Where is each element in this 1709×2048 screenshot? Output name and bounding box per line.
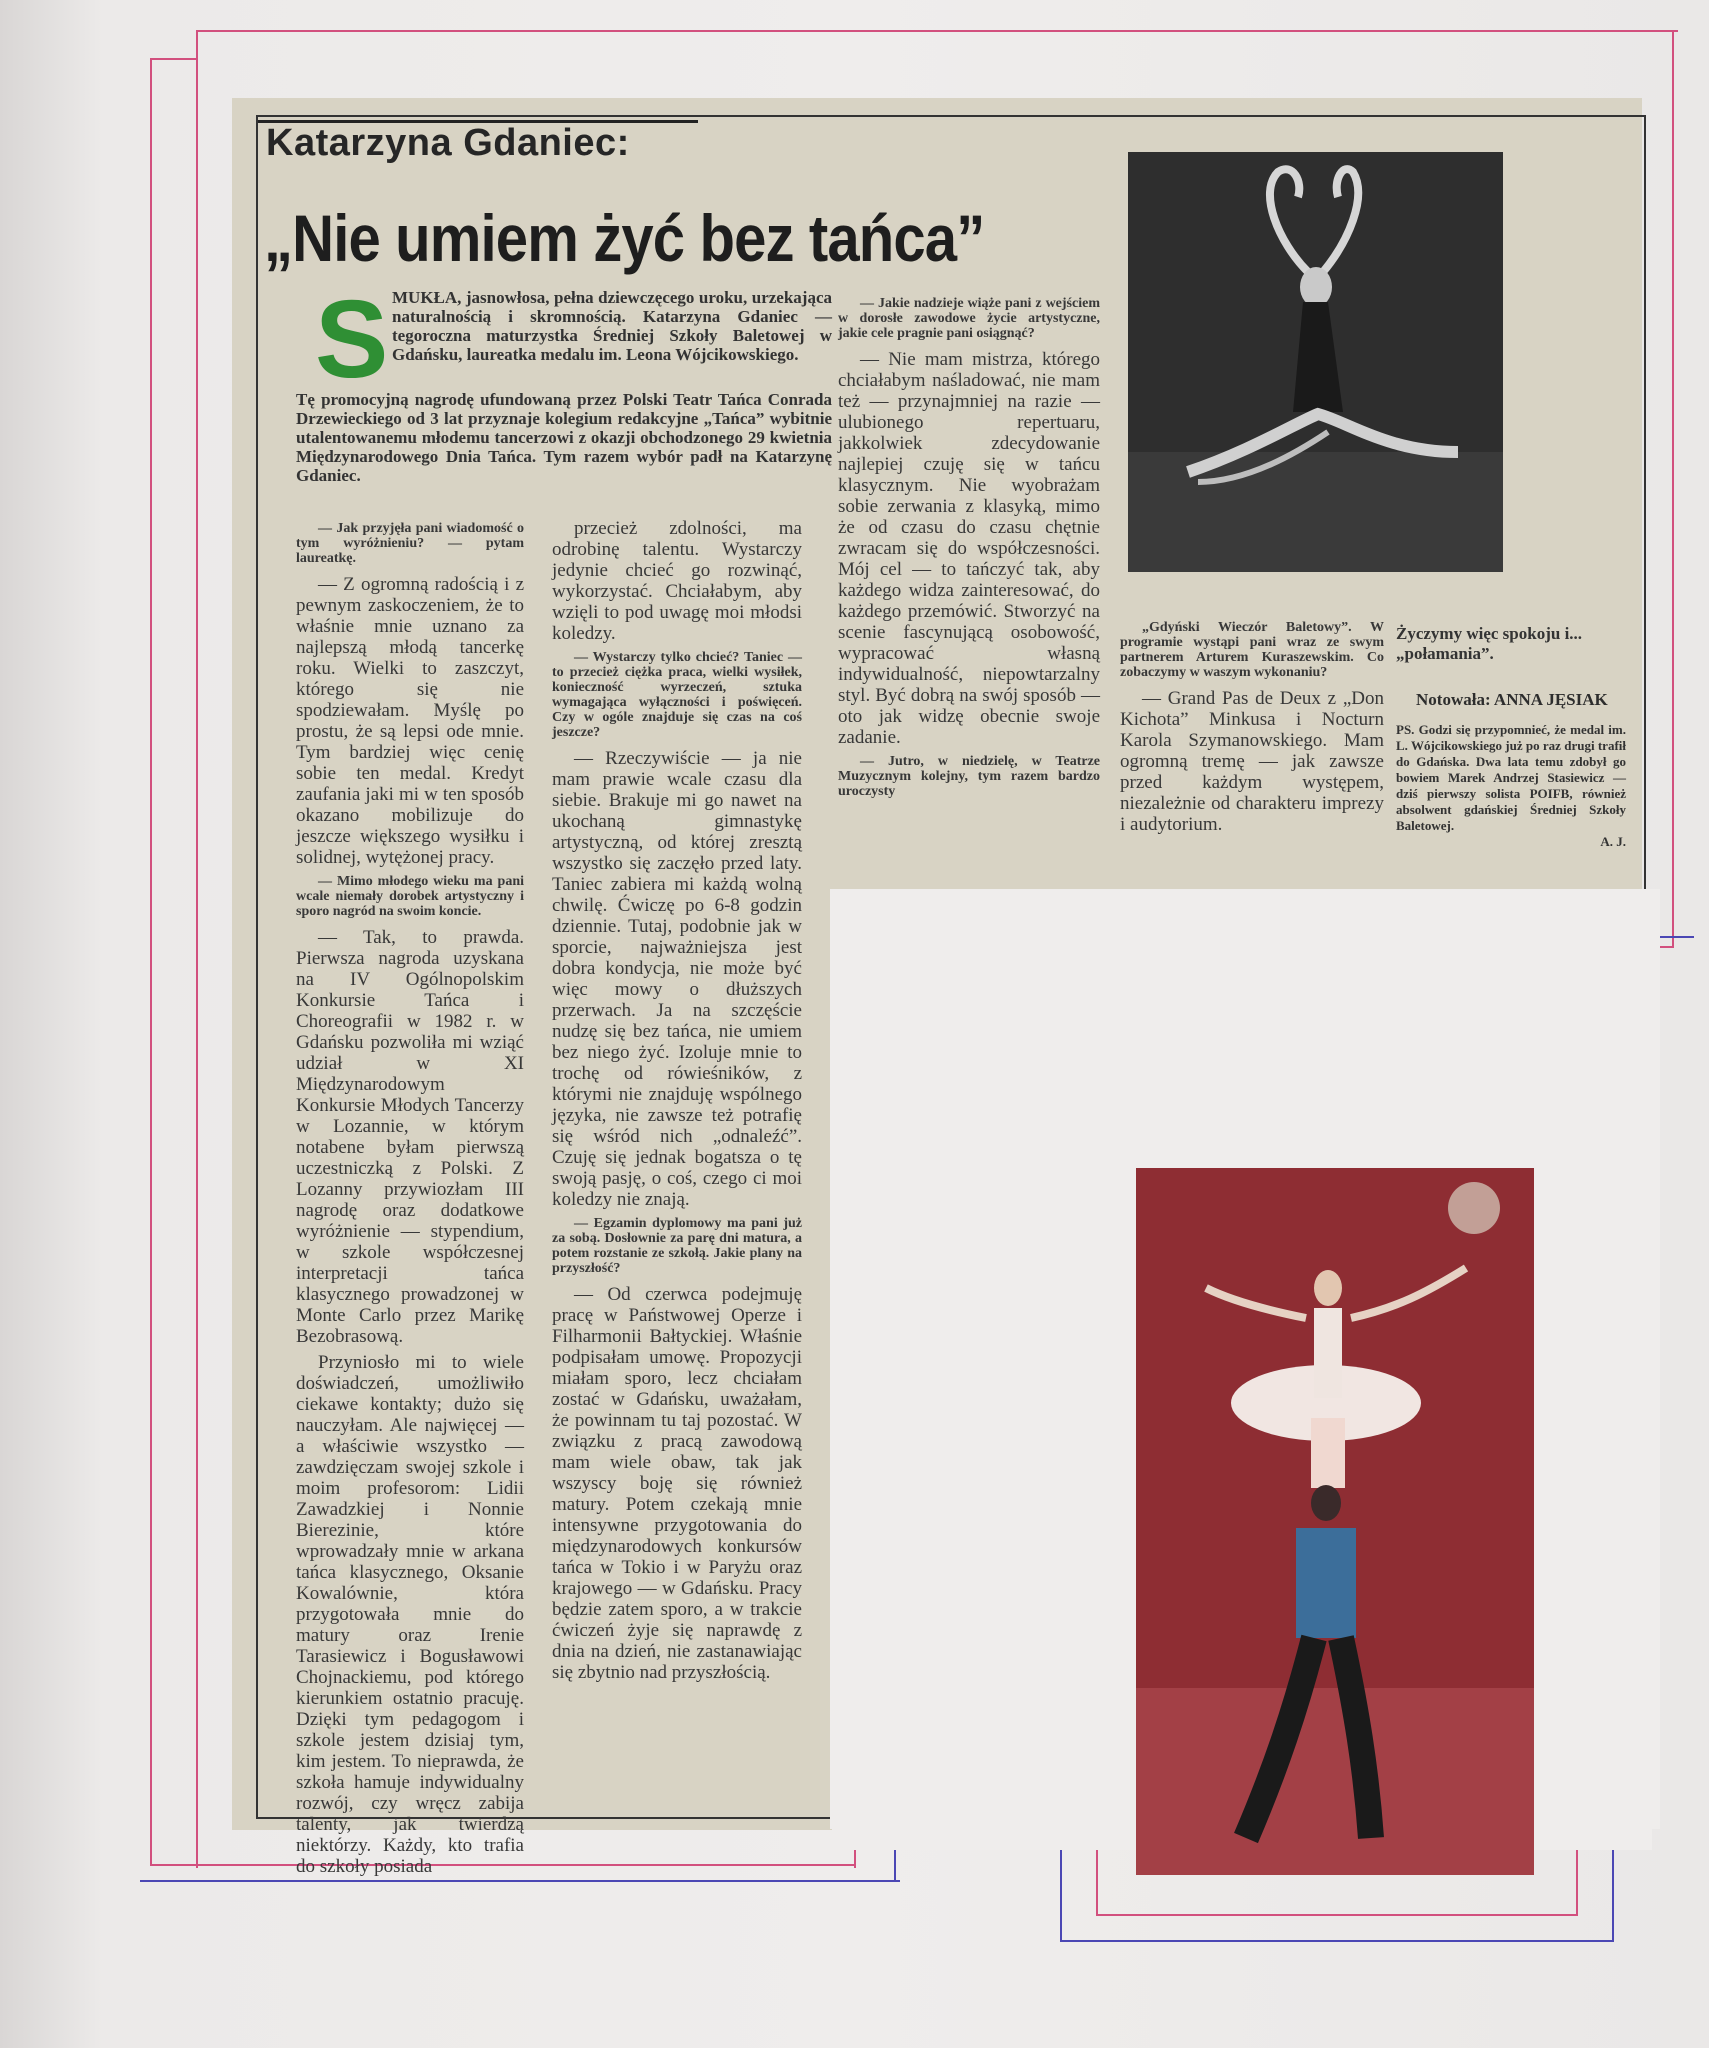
postscript [1396,722,1626,850]
article-column-4 [1120,614,1384,876]
article-column-3 [838,290,1100,878]
article-byline: Notowała: ANNA JĘSIAK [1416,690,1608,709]
blue-ink-line-bottom [140,1880,900,1882]
red-ink-frame-top-left [150,58,198,60]
closing-wish: Życzymy więc spokoju i... „połamania”. [1396,624,1583,663]
article-lead-continued: Tę promocyjną nagrodę ufundowaną przez Polski Teatr Tańca Conrada Drzewieckiego od 3 lat przyznaje kolegium redakcyjne „Tańca” wybitnie utalentowanemu młodemu tancerzowi z okazji obchodzonego 29 kwietnia Międzynarodowego Dnia Tańca. Tym razem wybór padł na Katarzynę Gdaniec. [296,390,832,485]
article-column-1 [296,515,524,1877]
interview-answer: przecież zdolności, ma odrobinę talentu. Wystarczy jedynie chcieć go rozwinąć, wykorzystać. Chciałabym, aby wzięli to pod uwagę moi młodsi koledzy. [552,518,802,644]
dancers-photo-color [1136,1168,1534,1875]
dancer-photo-bw [1128,152,1503,572]
interview-answer: — Tak, to prawda. Pierwsza nagroda uzyskana na IV Ogólnopolskim Konkursie Tańca i Choreografii w 1982 r. w Gdańsku pozwoliła mi wziąć udział w XI Międzynarodowym Konkursie Młodych Tancerzy w Lozannie, w którym notabene byłam pierwszą uczestniczką z Polski. Z Lozanny przywiozłam III nagrodę oraz dodatkowe wyróżnienie — stypendium, w szkole współczesnej interpretacji tańca klasycznego prowadzonej w Monte Carlo przez Marikę Bezobrasową. [296,927,524,1347]
postscript-signature: A. J. [1600,834,1626,849]
interview-answer: — Od czerwca podejmuję pracę w Państwowej Operze i Filharmonii Bałtyckiej. Właśnie podpisałam umowę. Propozycji miałam sporo, lecz chciałam zostać w Gdańsku, uważałam, że powinnam tu taj pozostać. W związku z pracą zawodową mam wiele obaw, tak jak wszyscy boję się również matury. Potem czekają mnie intensywne przygotowania do międzynarodowych konkursów tańca w Tokio i w Paryżu oraz krajowego — w Gdańsku. Pracy będzie zatem sporo, a w trakcie ćwiczeń żyje się naprawdę z dnia na dzień, nie zastanawiając się zbytnio nad przyszłością. [552,1284,802,1683]
interview-answer: — Rzeczywiście — ja nie mam prawie wcale czasu dla siebie. Brakuje mi go nawet na ukochaną gimnastykę artystyczną, od której zresztą wszystko się zaczęło przed laty. Taniec zabiera mi każdą wolną chwilę. Ćwiczę po 6-8 godzin dziennie. Tutaj, podobnie jak w sporcie, najważniejsza jest dobra kondycja, nie może być więc mowy o dłuższych przerwach. Ja na szczęście nudzę się bez tańca, nie umiem bez niego żyć. Izoluje mnie to trochę od rówieśników, z którymi nie znajduję wspólnego języka, nie zawsze też potrafię się wśród nich „odnaleźć”. Czuję się jednak bogatsza o tę swoją pasję, o coś, czego ci moi koledzy nie znają. [552,748,802,1210]
red-ink-frame-left [150,60,152,1866]
article-author-heading: Katarzyna Gdaniec: [266,122,630,164]
article-column-2 [552,518,802,1818]
red-ink-frame-right [1672,32,1674,948]
article-lead: MUKŁA, jasnowłosa, pełna dziewczęcego uroku, urzekająca naturalnością i skromnością. Katarzyna Gdaniec — tegoroczna maturzystka Średniej Szkoły Baletowej w Gdańsku, laureatka medalu im. Leona Wójcikowskiego. [392,288,832,364]
interview-question: — Mimo młodego wieku ma pani wcale niemały dorobek artystyczny i sporo nagród na swoim koncie. [296,874,524,919]
interview-question: — Jak przyjęła pani wiadomość o tym wyróżnieniu? — pytam laureatkę. [296,521,524,566]
interview-answer: Przyniosło mi to wiele doświadczeń, umożliwiło ciekawe kontakty; dużo się nauczyłam. Ale najwięcej — a właściwie wszystko — zawdzięczam swojej szkole i moim profesorom: Lidii Zawadzkiej i Nonnie Bierezinie, które wprowadzały mnie w arkana tańca klasycznego, Oksanie Kowalównie, która przygotowała mnie do matury oraz Irenie Tarasiewicz i Bogusławowi Chojnackiemu, pod którego kierunkiem ostatnio pracuję. Dzięki tym pedagogom i szkole jestem dzisiaj tym, kim jestem. To nieprawda, że szkoła hamuje indywidualny rozwój, czy wręcz zabija talenty, jak twierdzą niektórzy. Każdy, kto trafia do szkoły posiada [296,1352,524,1877]
interview-question: — Jutro, w niedzielę, w Teatrze Muzycznym kolejny, tym razem bardzo uroczysty [838,754,1100,799]
interview-question: — Jakie nadzieje wiąże pani z wejściem w dorosłe zawodowe życie artystyczne, jakie cele pragnie pani osiągnąć? [838,296,1100,341]
interview-answer: — Z ogromną radością i z pewnym zaskoczeniem, że to właśnie mnie uznano za najlepszą młodą tancerkę roku. Wielki to zaszczyt, którego się nie spodziewałam. Myślę po prostu, że są lepsi ode mnie. Tym bardziej więc cenię sobie ten medal. Kredyt zaufania jaki mi w ten sposób okazano mobilizuje do jeszcze większego wysiłku i solidnej, wytężonej pracy. [296,574,524,868]
article-title: „Nie umiem żyć bez tańca” [264,201,985,275]
interview-question: „Gdyński Wieczór Baletowy”. W programie wystąpi pani wraz ze swym partnerem Arturem Kuraszewskim. Co zobaczymy w waszym wykonaniu? [1120,620,1384,680]
interview-question: — Egzamin dyplomowy ma pani już za sobą. Dosłownie za parę dni matura, a potem rozstanie ze szkołą. Jakie plany na przyszłość? [552,1216,802,1276]
postscript-text: PS. Godzi się przypomnieć, że medal im. L. Wójcikowskiego już po raz drugi trafił do Gdańska. Dwa lata temu zdobył go bowiem Marek Andrzej Stasiewicz — dziś pierwszy solista POIFB, również absolwent gdańskiej Średniej Szkoły Baletowej. [1396,722,1626,833]
interview-answer: — Grand Pas de Deux z „Don Kichota” Minkusa i Nocturn Karola Szymanowskiego. Mam ogromną tremę — jak zawsze przed każdym występem, niezależnie od charakteru imprezy i audytorium. [1120,688,1384,835]
drop-cap: S [315,278,389,401]
interview-question: — Wystarczy tylko chcieć? Taniec — to przecież ciężka praca, wielki wysiłek, konieczność wyrzeczeń, sztuka wymagająca wyłączności i poświęceń. Czy w ogóle znajduje się czas na coś jeszcze? [552,650,802,740]
interview-answer: — Nie mam mistrza, którego chciałabym naśladować, nie mam też — przynajmniej na razie — ulubionego repertuaru, jakkolwiek zdecydowanie najlepiej czuję się w tańcu klasycznym. Nie wyobrażam sobie zerwania z klasyką, mimo że od czasu do czasu chętnie zwracam się do współczesności. Mój cel — to tańczyć tak, aby każdego widza zainteresować, do każdego przemówić. Stworzyć na scenie fascynującą osobowość, wypracować własną indywidualność, niepowtarzalny styl. Być dobrą na swój sposób — oto jak widzę obecnie swoje zadanie. [838,349,1100,748]
